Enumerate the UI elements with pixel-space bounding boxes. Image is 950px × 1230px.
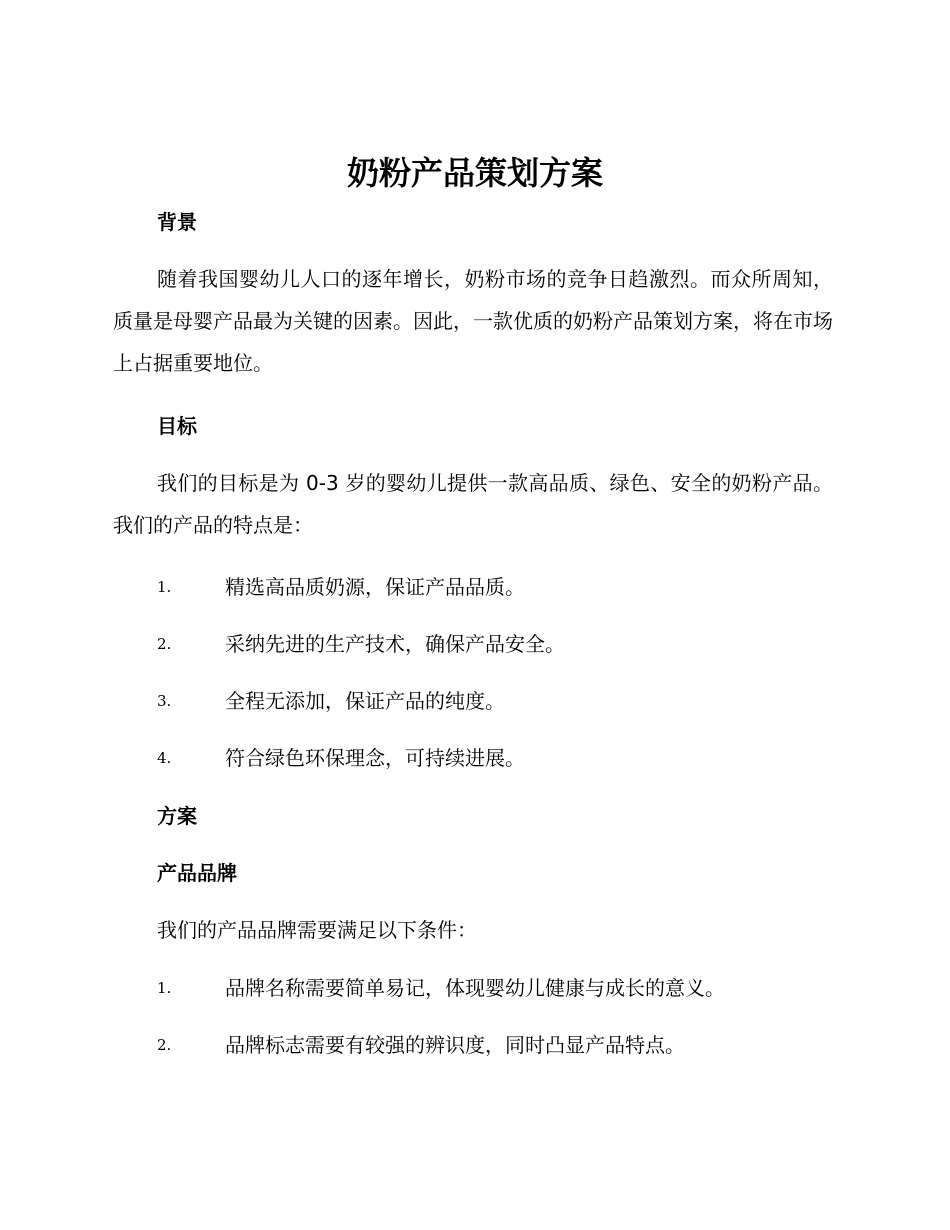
- list-number: 1.: [157, 979, 172, 997]
- list-number: 4.: [157, 749, 172, 767]
- list-item: [157, 973, 857, 1003]
- plan-intro: 我们的产品品牌需要满足以下条件：: [157, 918, 477, 942]
- list-item: [157, 1030, 857, 1060]
- subheading-product-brand: 产品品牌: [157, 861, 237, 885]
- list-number: 2.: [157, 1036, 172, 1054]
- list-item: [157, 629, 857, 659]
- section-heading-goal: 目标: [157, 414, 197, 438]
- list-item: [157, 572, 857, 602]
- list-number: 2.: [157, 635, 172, 653]
- section-heading-plan: 方案: [157, 804, 197, 828]
- document-title: 奶粉产品策划方案: [346, 154, 603, 192]
- list-text: 精选高品质奶源，保证产品品质。: [225, 575, 525, 599]
- list-number: 1.: [157, 578, 172, 596]
- list-text: 符合绿色环保理念，可持续进展。: [225, 746, 525, 770]
- list-text: 品牌标志需要有较强的辨识度，同时凸显产品特点。: [225, 1033, 685, 1057]
- list-text: 品牌名称需要简单易记，体现婴幼儿健康与成长的意义。: [225, 976, 725, 1000]
- goal-paragraph: 我们的目标是为 0-3 岁的婴幼儿提供一款高品质、绿色、安全的奶粉产品。我们的产品的特点是：: [113, 471, 833, 537]
- list-number: 3.: [157, 692, 172, 710]
- list-text: 全程无添加，保证产品的纯度。: [225, 689, 505, 713]
- list-item: [157, 686, 857, 716]
- list-text: 采纳先进的生产技术，确保产品安全。: [225, 632, 565, 656]
- background-paragraph: 随着我国婴幼儿人口的逐年增长，奶粉市场的竞争日趋激烈。而众所周知，质量是母婴产品最为关键的因素。因此，一款优质的奶粉产品策划方案，将在市场上占据重要地位。: [113, 267, 833, 375]
- section-heading-background: 背景: [157, 210, 197, 234]
- list-item: [157, 743, 857, 773]
